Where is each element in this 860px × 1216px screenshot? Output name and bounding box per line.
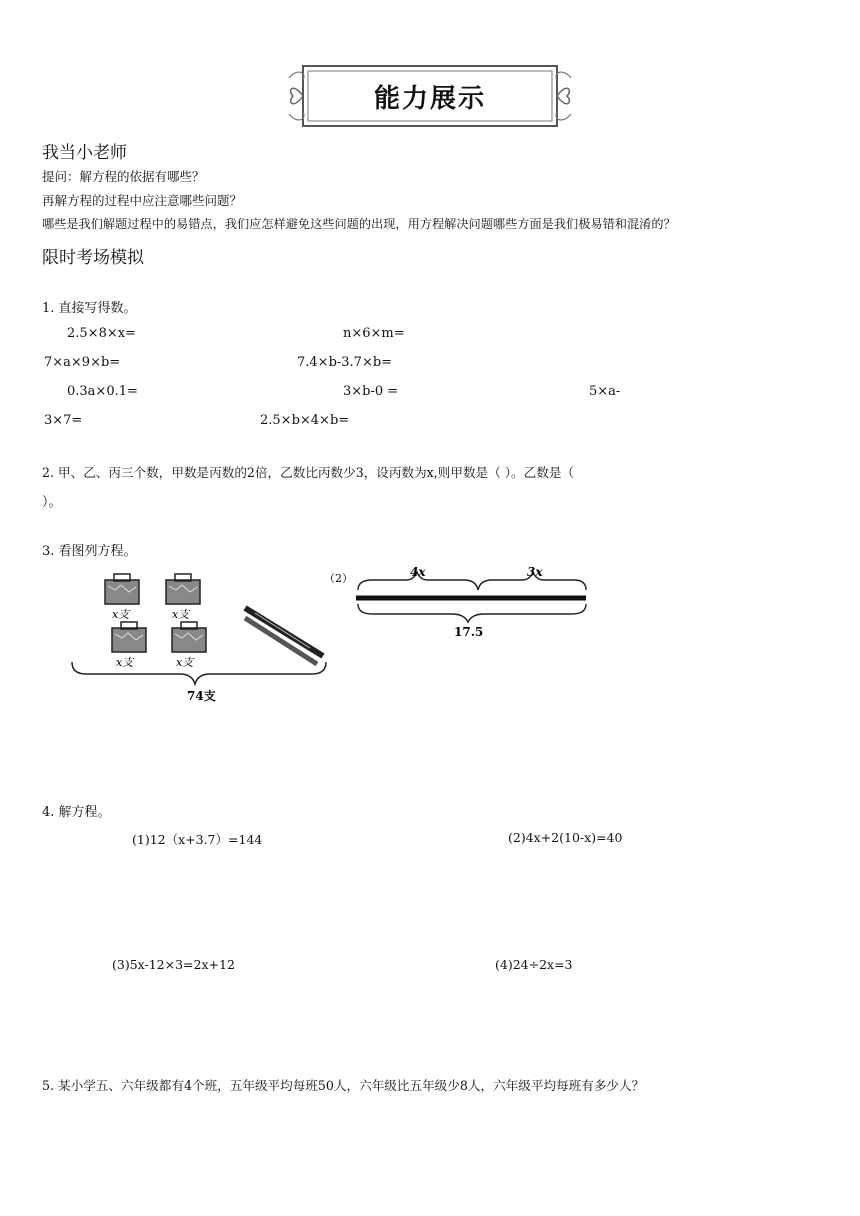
q1-item: 5×a- xyxy=(589,384,621,399)
q2-line: 2. 甲、乙、丙三个数，甲数是丙数的2倍，乙数比丙数少3，设丙数为x,则甲数是（ ）。乙数是（ xyxy=(42,465,575,480)
box-label: x支 xyxy=(116,656,134,669)
q1-item: n×6×m= xyxy=(343,326,405,341)
title-banner xyxy=(285,62,575,130)
q1-item: 3×b-0 = xyxy=(343,384,399,399)
pencil-box-icon xyxy=(105,574,139,604)
total-brace xyxy=(358,604,586,622)
pencil-box-figure xyxy=(40,560,340,710)
q2-line: ）。 xyxy=(42,495,62,510)
exam-heading: 限时考场模拟 xyxy=(42,248,144,268)
box-label: x支 xyxy=(172,608,190,621)
equation: (1)12（x+3.7）=144 xyxy=(132,832,263,847)
right-segment-label: 3x xyxy=(527,565,543,579)
teacher-line: 提问：解方程的依据有哪些？ xyxy=(42,169,205,184)
equation: (4)24÷2x=3 xyxy=(495,957,573,972)
q1-item: 2.5×b×4×b= xyxy=(260,413,350,428)
banner-title: 能力展示 xyxy=(373,83,486,114)
q1-item: 2.5×8×x= xyxy=(67,326,136,341)
total-brace xyxy=(72,662,326,684)
left-segment-label: 4x xyxy=(410,565,426,579)
q1-item: 7×a×9×b= xyxy=(44,355,121,370)
teacher-line: 再解方程的过程中应注意哪些问题？ xyxy=(42,193,243,208)
teacher-line: 哪些是我们解题过程中的易错点，我们应怎样避免这些问题的出现，用方程解决问题哪些方面是我们极易错和混淆的？ xyxy=(42,217,676,231)
figure-tag: （2） xyxy=(324,572,353,585)
box-label: x支 xyxy=(112,608,130,621)
q5-text: 5. 某小学五、六年级都有4个班，五年级平均每班50人，六年级比五年级少8人，六年级平均每班有多少人？ xyxy=(42,1078,645,1093)
q3-title: 3. 看图列方程。 xyxy=(42,544,137,559)
segment-figure xyxy=(322,560,602,650)
pencil-box-icon xyxy=(112,622,146,652)
q1-title: 1. 直接写得数。 xyxy=(42,301,137,316)
q1-item: 7.4×b-3.7×b= xyxy=(297,355,393,370)
total-label: 17.5 xyxy=(454,625,484,639)
box-label: x支 xyxy=(176,656,194,669)
pencil-box-icon xyxy=(166,574,200,604)
equation: (2)4x+2(10-x)=40 xyxy=(508,830,623,845)
teacher-heading: 我当小老师 xyxy=(42,143,127,163)
q1-item: 0.3a×0.1= xyxy=(67,384,138,399)
q1-item: 3×7= xyxy=(44,413,83,428)
pencil-box-icon xyxy=(172,622,206,652)
total-label: 74支 xyxy=(187,689,216,703)
equation: (3)5x-12×3=2x+12 xyxy=(112,957,235,972)
pencils-icon xyxy=(245,608,323,664)
q4-title: 4. 解方程。 xyxy=(42,805,111,820)
